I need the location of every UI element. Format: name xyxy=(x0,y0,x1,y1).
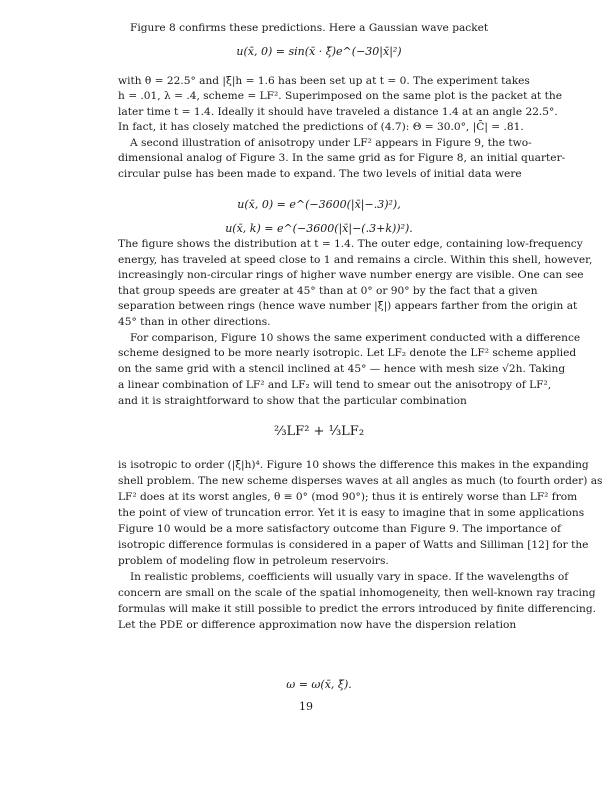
page-number: 19 xyxy=(299,700,313,713)
text-line: 45° than in other directions. xyxy=(118,316,271,328)
text-line: In realistic problems, coefficients will usually vary in space. If the wavelengths of xyxy=(130,571,569,583)
text-line: The figure shows the distribution at t = 1.4. The outer edge, containing low-frequency xyxy=(118,238,583,250)
equation: ⅔LF² + ⅓LF₂ xyxy=(273,424,365,439)
equation: u(x̄, 0) = e^(−3600(|x̄|−.3)²), xyxy=(237,198,401,211)
text-line: a linear combination of LF² and LF₂ will tend to smear out the anisotropy of LF², xyxy=(118,379,552,391)
text-line: In fact, it has closely matched the predictions of (4.7): Θ = 30.0°, |C̄| = .81. xyxy=(118,121,524,133)
text-line: later time t = 1.4. Ideally it should have traveled a distance 1.4 at an angle 22.5°. xyxy=(118,106,558,118)
text-line: with θ = 22.5° and |ξ̄|h = 1.6 has been set up at t = 0. The experiment takes xyxy=(118,75,530,87)
text-line: h = .01, λ = .4, scheme = LF². Superimposed on the same plot is the packet at the xyxy=(118,90,563,102)
text-line: problem of modeling flow in petroleum reservoirs. xyxy=(118,555,389,567)
text-line: Let the PDE or difference approximation now have the dispersion relation xyxy=(118,619,517,631)
text-line: For comparison, Figure 10 shows the same experiment conducted with a difference xyxy=(130,332,581,344)
equation: u(x̄, k) = e^(−3600(|x̄|−(.3+k))²). xyxy=(225,222,413,235)
text-line: circular pulse has been made to expand. The two levels of initial data were xyxy=(118,168,522,180)
text-line: LF² does at its worst angles, θ ≡ 0° (mod 90°); thus it is entirely worse than LF² from xyxy=(118,491,578,503)
text-line: Figure 8 confirms these predictions. Here a Gaussian wave packet xyxy=(130,22,489,34)
text-line: the point of view of truncation error. Yet it is easy to imagine that in some applications xyxy=(118,507,585,519)
text-line: formulas will make it still possible to predict the errors introduced by finite differencing. xyxy=(118,603,597,615)
text-line: Figure 10 would be a more satisfactory outcome than Figure 9. The importance of xyxy=(118,523,561,535)
text-line: isotropic difference formulas is considered in a paper of Watts and Silliman [12] for the xyxy=(118,539,589,551)
text-line: that group speeds are greater at 45° than at 0° or 90° by the fact that a given xyxy=(118,285,538,297)
text-line: increasingly non-circular rings of higher wave number energy are visible. One can see xyxy=(118,269,584,281)
text-line: is isotropic to order (|ξ̄|h)⁴. Figure 10 shows the difference this makes in the expanding xyxy=(118,459,589,471)
text-line: dimensional analog of Figure 3. In the same grid as for Figure 8, an initial quarter- xyxy=(118,152,566,164)
text-line: separation between rings (hence wave number |ξ̄|) appears farther from the origin at xyxy=(118,300,578,312)
text-line: concern are small on the scale of the spatial inhomogeneity, then well-known ray tracing xyxy=(118,587,596,599)
text-line: scheme designed to be more nearly isotropic. Let LF₂ denote the LF² scheme applied xyxy=(118,347,577,359)
text-line: shell problem. The new scheme disperses waves at all angles as much (to fourth order) as xyxy=(118,475,603,487)
text-line: A second illustration of anisotropy under LF² appears in Figure 9, the two- xyxy=(130,137,532,149)
equation: u(x̄, 0) = sin(x̄ · ξ̄)e^(−30|x̄|²) xyxy=(236,45,402,58)
text-line: energy, has traveled at speed close to 1 and remains a circle. Within this shell, however, xyxy=(118,254,593,266)
text-line: and it is straightforward to show that the particular combination xyxy=(118,395,467,407)
equation: ω = ω(x̄, ξ̄). xyxy=(286,678,352,691)
text-line: on the same grid with a stencil inclined at 45° — hence with mesh size √2h. Taking xyxy=(118,363,566,375)
